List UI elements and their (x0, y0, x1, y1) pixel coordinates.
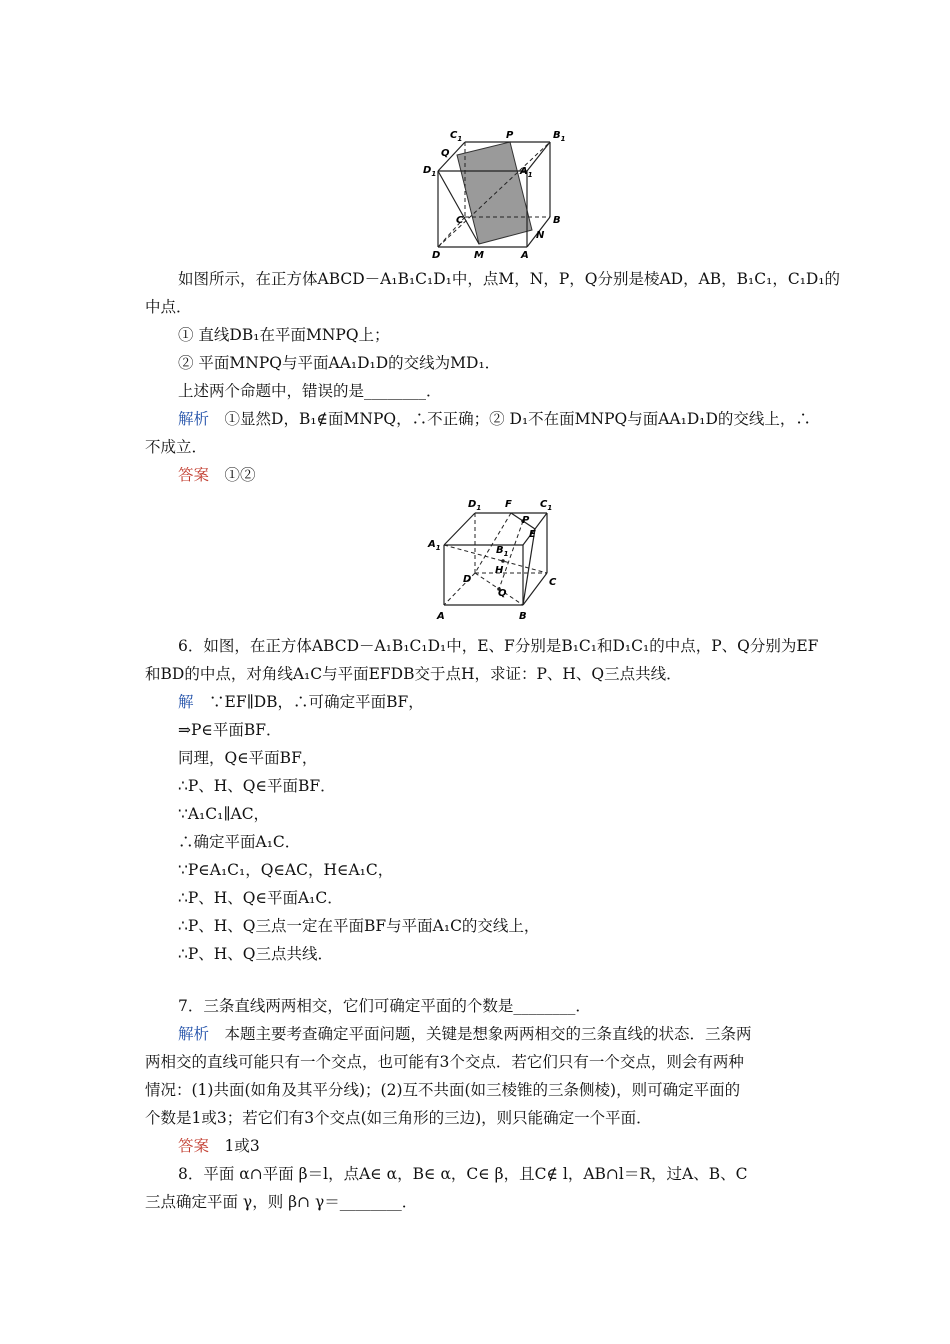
q6-solution-line1 (178, 692, 424, 712)
label-f: F (505, 499, 512, 510)
label-b: B (553, 215, 561, 226)
q6-solution-line10: ∴P、H、Q三点共线． (178, 945, 334, 963)
answer-label: 答案 (178, 1137, 210, 1155)
label-m: M (474, 250, 484, 261)
label-c1: $C_1$ (450, 130, 463, 143)
q5-analysis-line1 (178, 409, 811, 429)
q7-analysis-line3: 情况：(1)共面(如角及其平分线)；(2)互不共面(如三棱锥的三条侧棱)，则可确定平面的 (145, 1081, 741, 1099)
label-d1: $D_1$ (468, 499, 482, 512)
label-d1: $D_1$ (423, 165, 437, 178)
q6-solution-line9: ∴P、H、Q三点一定在平面BF与平面A₁C的交线上， (178, 917, 540, 935)
q7-text-line1: 7．三条直线两两相交，它们可确定平面的个数是________． (178, 997, 591, 1015)
label-c1: $C_1$ (540, 499, 553, 512)
section-mnpq (457, 142, 532, 244)
q5-analysis-text: ①显然D，B₁∉面MNPQ，∴不正确；② D₁不在面MNPQ与面AA₁D₁D的交线上，∴ (224, 410, 811, 428)
q6-solution-line8: ∴P、H、Q∈平面A₁C． (178, 889, 343, 907)
label-n: N (536, 230, 545, 241)
q5-statement-2: ② 平面MNPQ与平面AA₁D₁D的交线为MD₁． (178, 354, 501, 372)
q6-solution-line4: ∴P、H、Q∈平面BF． (178, 777, 336, 795)
q6-solution-line7: ∵P∈A₁C₁，Q∈AC，H∈A₁C， (178, 861, 394, 879)
label-q: Q (498, 588, 507, 599)
point-h (501, 559, 505, 563)
answer-label: 答案 (178, 466, 210, 484)
solution-label: 解 (178, 693, 194, 711)
label-b1: $B_1$ (496, 545, 509, 558)
label-a1: $A_1$ (428, 539, 441, 552)
q5-question: 上述两个命题中，错误的是________． (178, 382, 442, 400)
q7-analysis-line4: 个数是1或3；若它们有3个交点(如三角形的三边)，则只能确定一个平面． (145, 1109, 652, 1127)
q7-answer-value: 1或3 (224, 1137, 260, 1155)
q6-text-line1: 6．如图，在正方体ABCD－A₁B₁C₁D₁中，E、F分别是B₁C₁和D₁C₁的中点，P、Q分别为EF (178, 637, 819, 655)
cube-figure-2 (425, 493, 565, 625)
q7-answer (178, 1136, 260, 1156)
label-e: E (529, 529, 536, 540)
cube-figure-1 (420, 125, 570, 265)
q7-analysis-text: 本题主要考查确定平面问题，关键是想象两两相交的三条直线的状态．三条两 (224, 1025, 752, 1043)
label-a: A (521, 250, 529, 261)
q6-solution-line2: ⇒P∈平面BF． (178, 721, 282, 739)
q7-analysis-line2: 两相交的直线可能只有一个交点，也可能有3个交点．若它们只有一个交点，则会有两种 (145, 1053, 744, 1071)
label-c: C (456, 215, 464, 226)
q6-text-line2: 和BD的中点，对角线A₁C与平面EFDB交于点H，求证：P、H、Q三点共线． (145, 665, 682, 683)
q5-text-line2: 中点． (145, 298, 192, 316)
label-p: P (522, 515, 530, 526)
q5-answer-value: ①② (224, 466, 256, 484)
label-b: B (519, 611, 527, 622)
analysis-label: 解析 (178, 1025, 210, 1043)
q8-text-line2: 三点确定平面 γ，则 β∩ γ＝________． (145, 1193, 418, 1211)
q6-solution-line6: ∴确定平面A₁C． (178, 833, 301, 851)
q5-statement-1: ① 直线DB₁在平面MNPQ上； (178, 326, 390, 344)
label-q: Q (441, 148, 450, 159)
q5-text-line1: 如图所示，在正方体ABCD－A₁B₁C₁D₁中，点M，N，P，Q分别是棱AD，AB，B₁C₁，C₁D₁的 (178, 270, 841, 288)
label-p: P (506, 130, 514, 141)
q5-analysis-line2: 不成立． (145, 438, 208, 456)
q7-analysis-line1 (178, 1024, 752, 1044)
label-b1: $B_1$ (553, 130, 566, 143)
q6-solution-text: ∵EF∥DB，∴可确定平面BF， (209, 693, 424, 711)
q8-text-line1: 8．平面 α∩平面 β＝l，点A∈ α，B∈ α，C∈ β，且C∉ l，AB∩l＝R，过A、B、C (178, 1165, 748, 1183)
analysis-label: 解析 (178, 410, 210, 428)
label-a1: $A_1$ (520, 166, 533, 179)
q6-solution-line3: 同理，Q∈平面BF， (178, 749, 318, 767)
label-d: D (432, 250, 441, 261)
q5-answer (178, 465, 256, 485)
label-a: A (437, 611, 445, 622)
label-d: D (463, 574, 472, 585)
label-c: C (549, 577, 557, 588)
label-h: H (495, 565, 504, 576)
q6-solution-line5: ∵A₁C₁∥AC， (178, 805, 270, 823)
